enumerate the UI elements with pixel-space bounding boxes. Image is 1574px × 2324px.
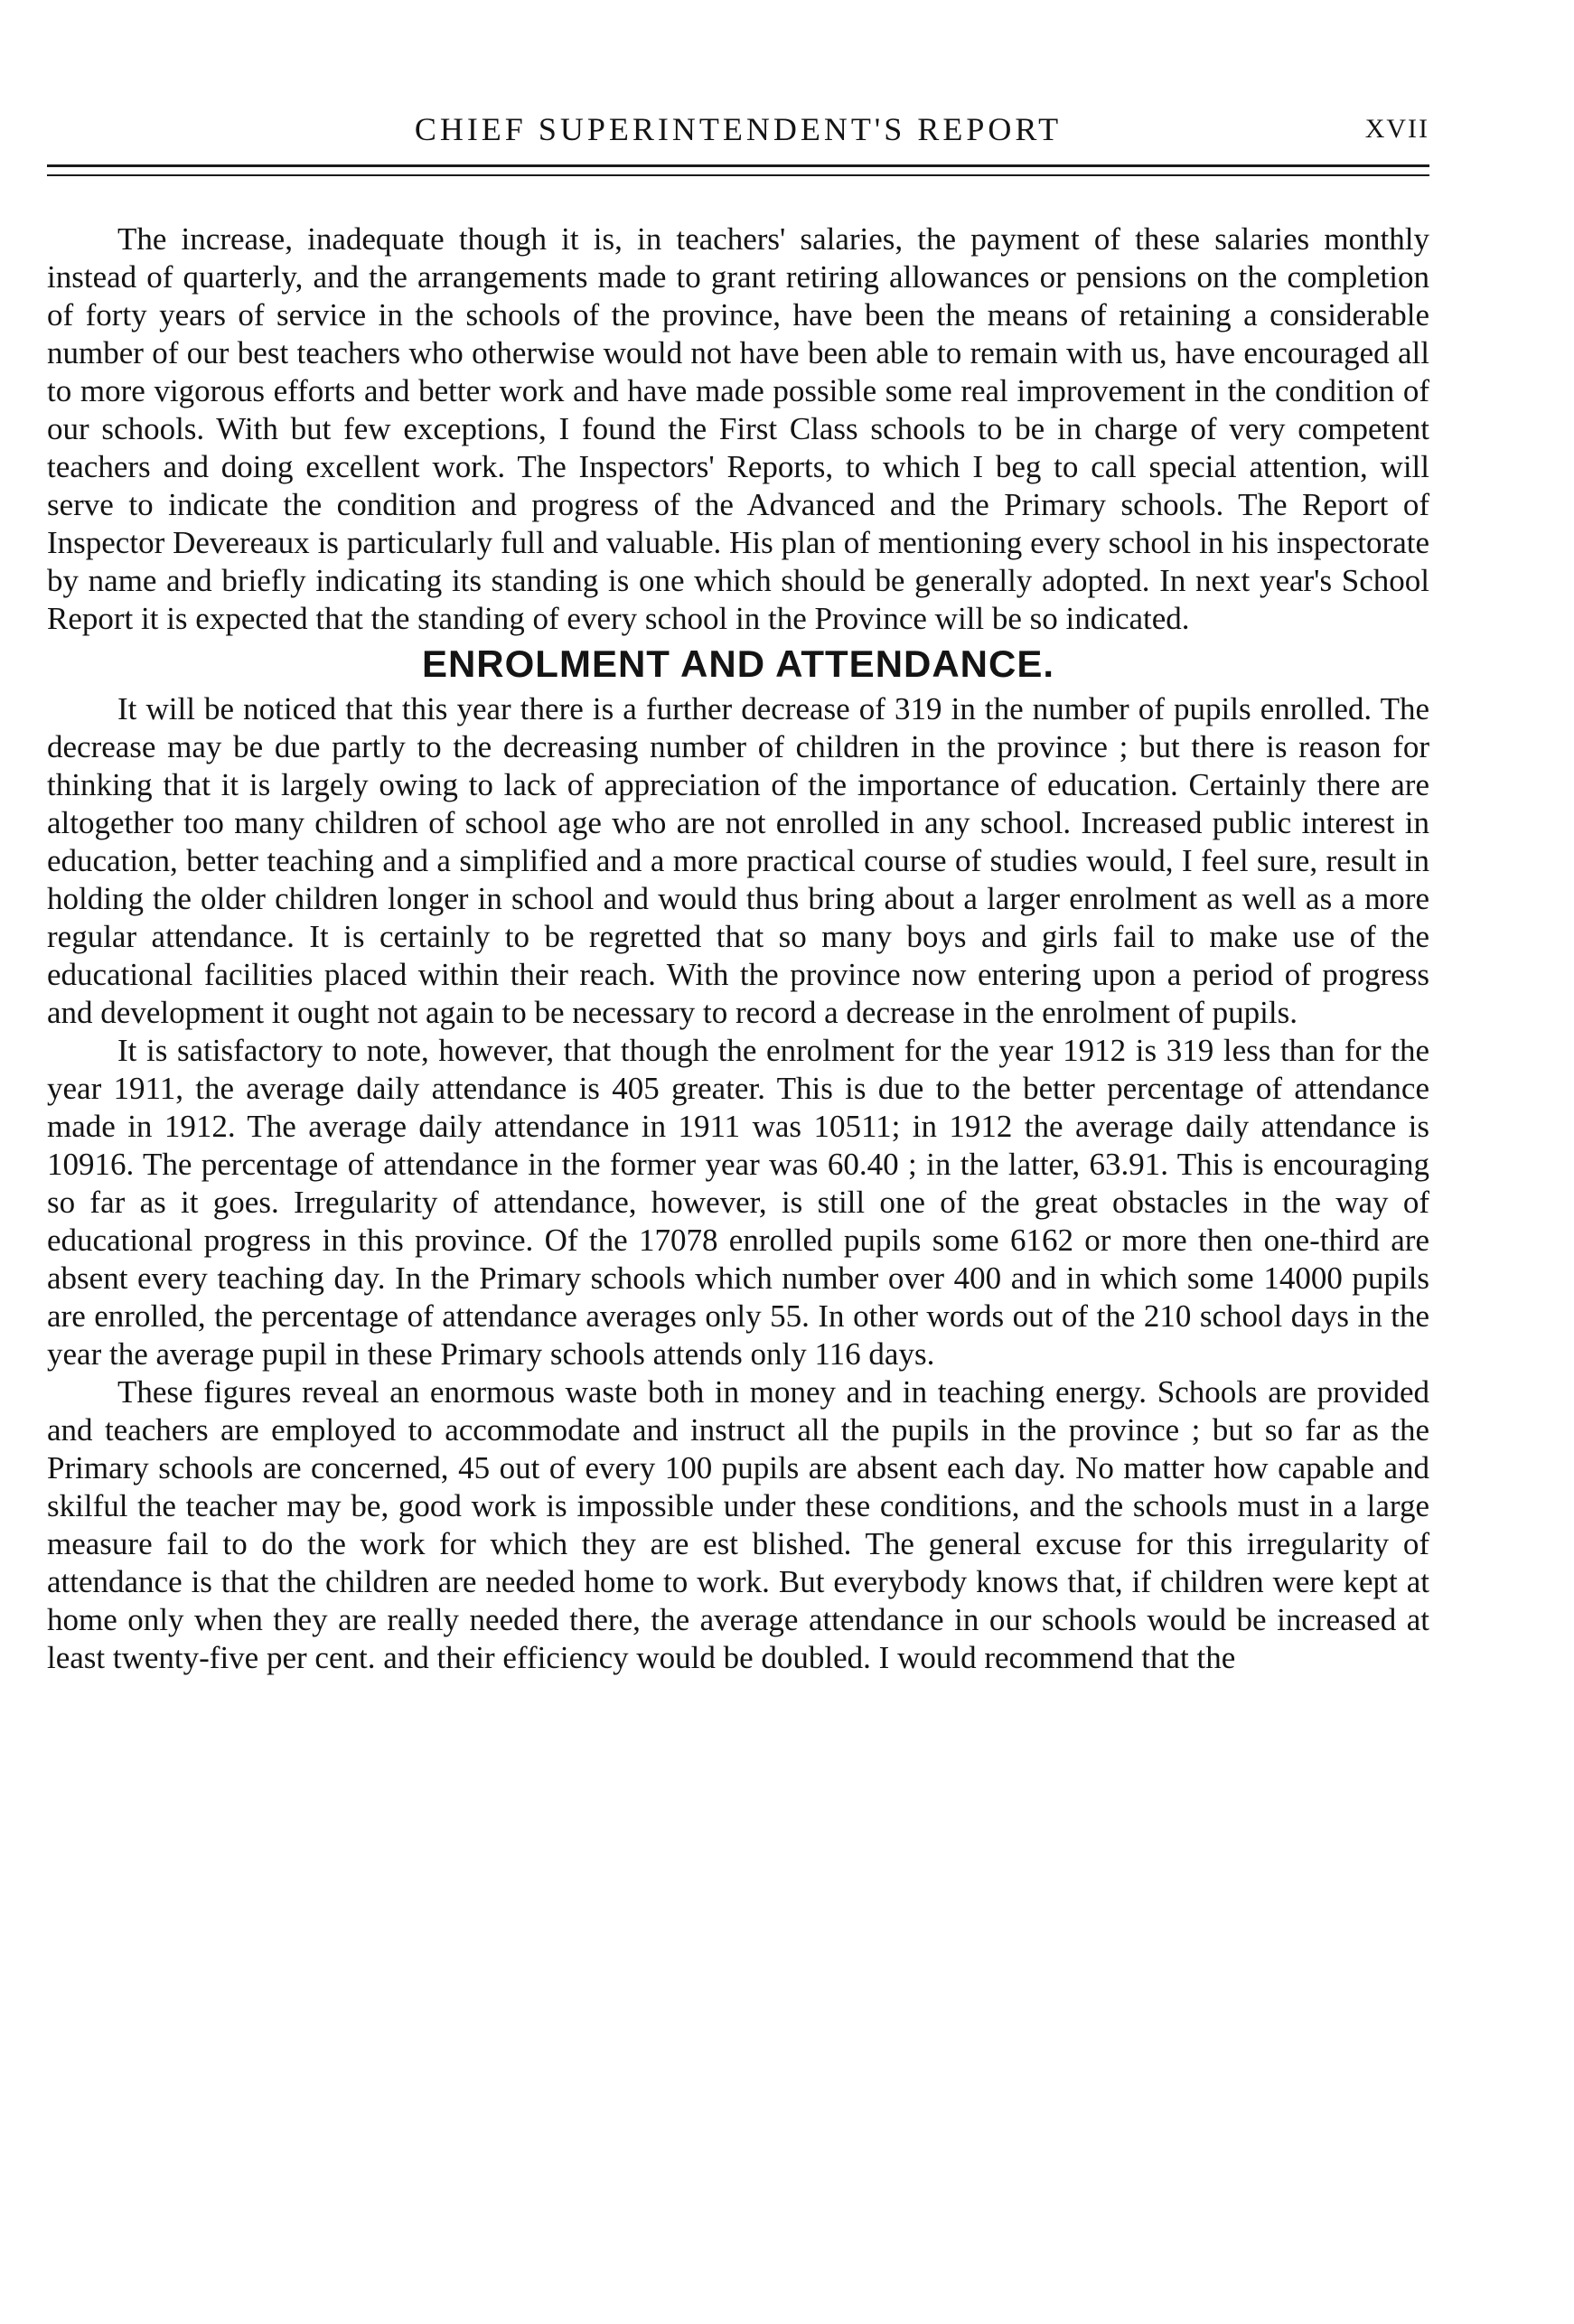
- header-rule-thick: [47, 164, 1429, 167]
- paragraph-waste: These figures reveal an enormous waste both in money and in teaching energy. Schools are provided and teachers are employed to accommodate and instruct all the pupils in the province ; but so far as the Primary schools are concerned, 45 out of every 100 pupils are absent each day. No matter how capable and skilful the teacher may be, good work is impossible under these conditions, and the schools must in a large measure fail to do the work for which they are est blished. The general excuse for this irregularity of attendance is that the children are needed home to work. But everybody knows that, if children were kept at home only when they are really needed there, the average attendance in our schools would be increased at least twenty-five per cent. and their efficiency would be doubled. I would recommend that the: [47, 1374, 1429, 1675]
- page-number: XVII: [1364, 114, 1429, 144]
- paragraph-teacher-salaries: The increase, inadequate though it is, in teachers' salaries, the payment of these salaries monthly instead of quarterly, and the arrangements made to grant retiring allowances or pensions on the completion of forty years of service in the schools of the province, have been the means of retaining a considerable number of our best teachers who otherwise would not have been able to remain with us, have encouraged all to more vigorous efforts and better work and have made possible some real improvement in the condition of our schools. With but few exceptions, I found the First Class schools to be in charge of very competent teachers and doing excellent work. The Inspectors' Reports, to which I beg to call special attention, will serve to indicate the condition and progress of the Advanced and the Primary schools. The Report of Inspector Devereaux is particularly full and valuable. His plan of mentioning every school in his inspectorate by name and briefly indicating its standing is one which should be generally adopted. In next year's School Report it is expected that the standing of every school in the Province will be so indicated.: [47, 221, 1429, 636]
- running-title: CHIEF SUPERINTENDENT'S REPORT: [414, 111, 1063, 147]
- paragraph-enrolment-decrease: It will be noticed that this year there is a further decrease of 319 in the number of pupils enrolled. The decrease may be due partly to the decreasing number of children in the province ; but there is reason for thinking that it is largely owing to lack of appreciation of the importance of education. Certainly there are altogether too many children of school age who are not enrolled in any school. Increased public interest in education, better teaching and a simplified and a more practical course of studies would, I feel sure, result in holding the older children longer in school and would thus bring about a larger enrolment as well as a more regular attendance. It is certainly to be regretted that so many boys and girls fail to make use of the educational facilities placed within their reach. With the province now entering upon a period of progress and development it ought not again to be necessary to record a decrease in the enrolment of pupils.: [47, 691, 1429, 1030]
- running-head: [47, 107, 1429, 152]
- header-rule-thin: [47, 174, 1429, 176]
- paragraph-attendance-figures: It is satisfactory to note, however, that though the enrolment for the year 1912 is 319 less than for the year 1911, the average daily attendance is 405 greater. This is due to the better percentage of attendance made in 1912. The average daily attendance in 1911 was 10511; in 1912 the average daily attendance is 10916. The percentage of attendance in the former year was 60.40 ; in the latter, 63.91. This is encouraging so far as it goes. Irregularity of attendance, however, is still one of the great obstacles in the way of educational progress in this province. Of the 17078 enrolled pupils some 6162 or more then one-third are absent every teaching day. In the Primary schools which number over 400 and in which some 14000 pupils are enrolled, the percentage of attendance averages only 55. In other words out of the 210 school days in the year the average pupil in these Primary schools attends only 116 days.: [47, 1033, 1429, 1372]
- body-text: [47, 220, 1429, 1677]
- section-heading: ENROLMENT AND ATTENDANCE.: [421, 642, 1055, 685]
